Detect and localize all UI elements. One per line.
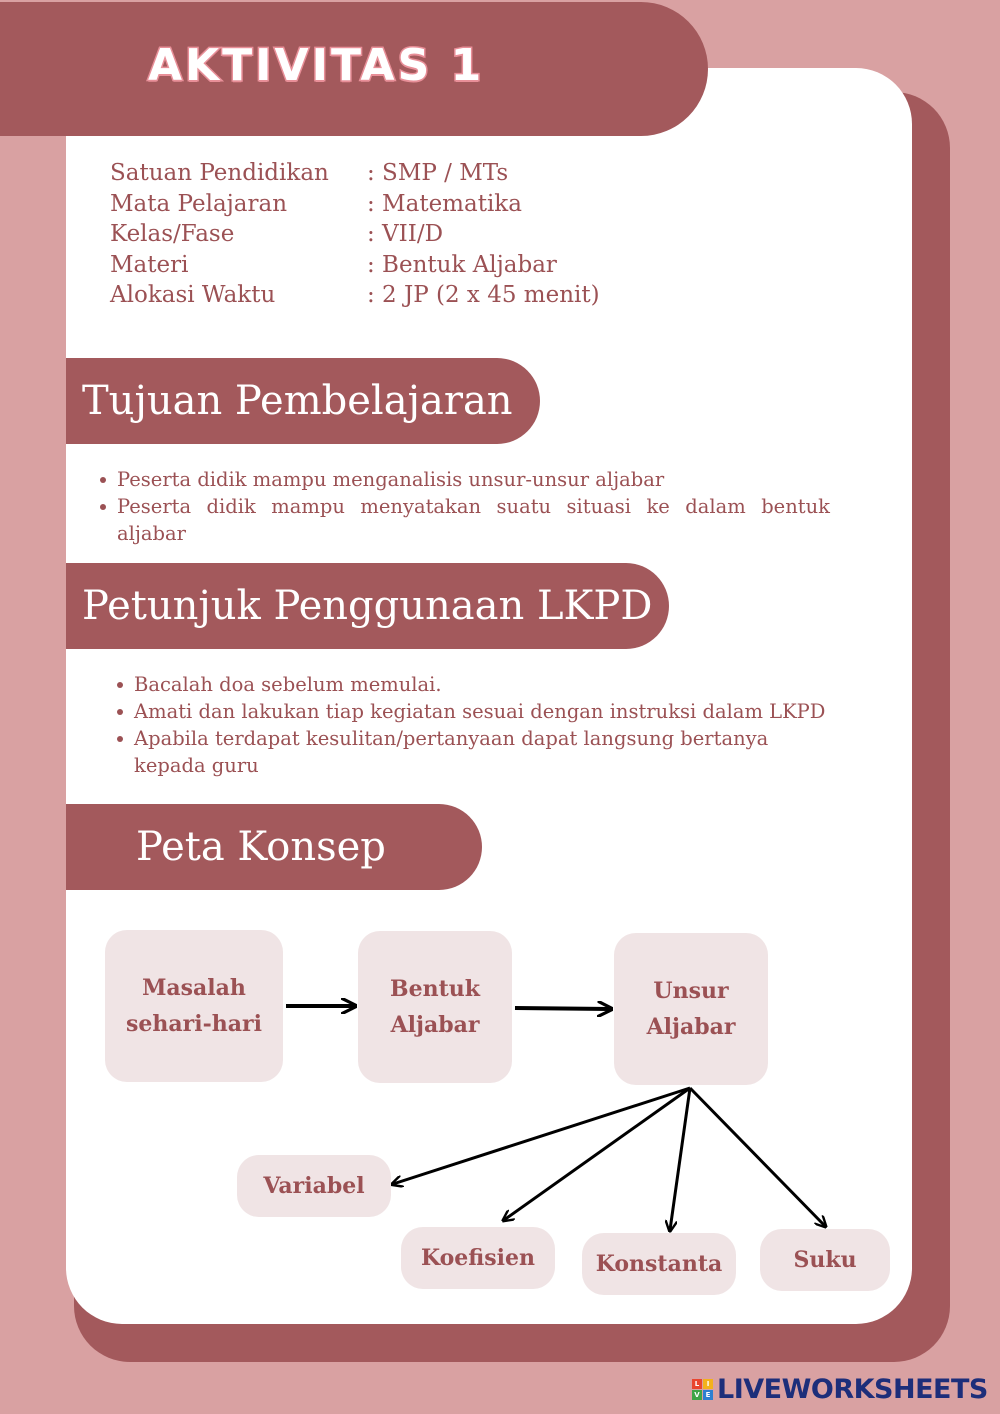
- peta-heading: Peta Konsep: [136, 824, 386, 870]
- page-title: AKTIVITAS 1: [148, 40, 485, 91]
- logo-letter: E: [703, 1390, 713, 1400]
- arrow-unsur-to-suku: [690, 1088, 825, 1226]
- node-unsur-line2: Aljabar: [646, 1014, 736, 1040]
- node-unsur-aljabar: [614, 933, 768, 1085]
- arrow-unsur-to-konstanta: [670, 1088, 690, 1230]
- node-variabel: [237, 1155, 391, 1217]
- info-value: : Bentuk Aljabar: [367, 251, 557, 278]
- list-item: Bacalah doa sebelum memulai.: [117, 671, 837, 698]
- node-bentuk-aljabar: [358, 931, 512, 1083]
- node-variabel-label: Variabel: [263, 1173, 365, 1199]
- logo-letter: L: [692, 1379, 702, 1389]
- info-label: Materi: [110, 251, 189, 278]
- node-koefisien: [401, 1227, 555, 1289]
- node-bentuk-line1: Bentuk: [390, 976, 480, 1002]
- petunjuk-heading: Petunjuk Penggunaan LKPD: [82, 583, 653, 629]
- watermark-text: LIVEWORKSHEETS: [717, 1373, 988, 1405]
- info-label: Mata Pelajaran: [110, 190, 288, 217]
- list-item: Peserta didik mampu menyatakan suatu situasi ke dalam bentuk aljabar: [100, 493, 830, 547]
- node-bentuk-line2: Aljabar: [390, 1012, 480, 1038]
- node-suku-label: Suku: [793, 1247, 857, 1273]
- list-item: Apabila terdapat kesulitan/pertanyaan dapat langsung bertanya kepada guru: [117, 725, 837, 779]
- arrow-unsur-to-koefisien: [504, 1088, 690, 1220]
- node-masalah: [105, 930, 283, 1082]
- info-label: Kelas/Fase: [110, 221, 235, 247]
- node-masalah-line2: sehari-hari: [126, 1011, 262, 1037]
- node-koefisien-label: Koefisien: [420, 1245, 536, 1271]
- info-value: : SMP / MTs: [367, 160, 509, 186]
- info-value: : VII/D: [367, 221, 444, 247]
- arrow-unsur-to-variabel: [393, 1088, 690, 1184]
- node-masalah-line1: Masalah: [142, 975, 246, 1001]
- info-value: : 2 JP (2 x 45 menit): [367, 282, 600, 308]
- liveworksheets-logo-icon: [692, 1379, 713, 1400]
- node-konstanta-label: Konstanta: [595, 1251, 723, 1277]
- info-value: : Matematika: [367, 190, 522, 217]
- tujuan-heading: Tujuan Pembelajaran: [82, 378, 513, 424]
- node-unsur-line1: Unsur: [653, 978, 729, 1004]
- liveworksheets-watermark: [692, 1372, 988, 1406]
- info-label: Alokasi Waktu: [110, 282, 276, 308]
- node-konstanta: [582, 1233, 736, 1295]
- list-item: Amati dan lakukan tiap kegiatan sesuai dengan instruksi dalam LKPD: [117, 698, 837, 725]
- logo-letter: V: [692, 1390, 702, 1400]
- list-item: Peserta didik mampu menganalisis unsur-unsur aljabar: [100, 466, 830, 493]
- arrow-bentuk-to-unsur: [515, 1008, 610, 1009]
- info-label: Satuan Pendidikan: [110, 160, 329, 186]
- logo-letter: I: [703, 1379, 713, 1389]
- node-suku: [760, 1229, 890, 1291]
